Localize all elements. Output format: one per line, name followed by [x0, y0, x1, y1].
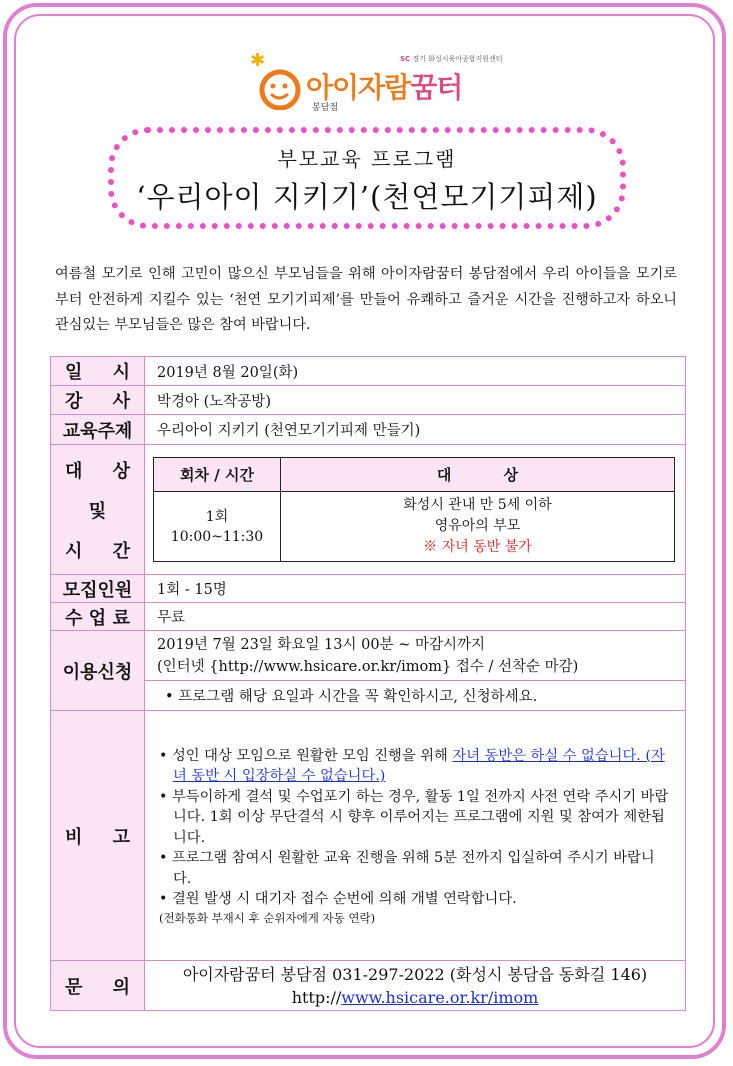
smiley-face-icon	[258, 66, 302, 110]
remarks-footnote: (전화통화 부재시 후 순위자에게 자동 연락)	[159, 910, 376, 925]
contact-label: 문 의	[51, 961, 145, 1011]
capacity-label: 모집인원	[51, 575, 145, 603]
program-info-table	[50, 356, 686, 1011]
logo-branch: 봉담점	[312, 103, 339, 113]
instructor-label: 강 사	[51, 386, 145, 415]
table-row-apply	[51, 631, 686, 681]
no-children-note: ※ 자녀 동반 불가	[423, 539, 532, 555]
table-row-fee	[51, 603, 686, 631]
target-cell	[145, 445, 686, 575]
logo-wordmark: 아이자람꿈터	[306, 71, 463, 104]
fee-value: 무료	[145, 603, 686, 631]
intro-paragraph: 여름철 모기로 인해 고민이 많으신 부모님들을 위해 아이자람꿈터 봉담점에서 우리 아이들을 모기로부터 안전하게 지킬수 있는 ‘천연 모기기피제’를 만들어 유쾌하고 즐거운 시간을 진행하고자 하오니 관심있는 부모님들은 많은 참여 바랍니다.	[55, 266, 677, 333]
instructor-value: 박경아 (노작공방)	[145, 386, 686, 415]
capacity-value: 1회 - 15명	[145, 575, 686, 603]
website-link[interactable]: www.hsicare.or.kr/imom	[341, 987, 539, 1007]
table-row-topic	[51, 415, 686, 445]
session-time: 1회 10:00~11:30	[154, 492, 281, 562]
audience-detail: 화성시 관내 만 5세 이하 영유아의 부모 ※ 자녀 동반 불가	[281, 492, 675, 562]
brand-logo	[250, 50, 503, 120]
table-row-capacity	[51, 575, 686, 603]
date-value: 2019년 8월 20일(화)	[145, 357, 686, 386]
audience-header: 대 상	[281, 458, 675, 492]
list-item: • 부득이하게 결석 및 수업포기 하는 경우, 활동 1일 전까지 사전 연락 주시기 바랍니다. 1회 이상 무단결석 시 향후 이루어지는 프로그램에 지원 및 참여가 제한됩니다.	[159, 787, 671, 849]
list-item: • 결원 발생 시 대기자 접수 순번에 의해 개별 연락합니다.	[159, 889, 671, 910]
program-subtitle: 부모교육 프로그램	[277, 147, 457, 171]
apply-label: 이용신청	[51, 631, 145, 711]
contact-info: 아이자람꿈터 봉담점 031-297-2022 (화성시 봉담읍 동화길 146)	[182, 964, 648, 984]
program-title: ‘우리아이 지키기’(천연모기기피제)	[136, 180, 598, 214]
table-row-remarks	[51, 711, 686, 961]
table-row-contact	[51, 961, 686, 1011]
target-label: 대 상 및 시 간	[51, 445, 145, 575]
remarks-cell	[145, 711, 686, 961]
date-label: 일 시	[51, 357, 145, 386]
list-item: • 프로그램 참여시 원활한 교육 진행을 위해 5분 전까지 입실하여 주시기 바랍니다.	[159, 848, 671, 889]
title-box	[108, 127, 626, 229]
apply-note: • 프로그램 해당 요일과 시간을 꼭 확인하시고, 신청하세요.	[145, 681, 686, 711]
table-row-date	[51, 357, 686, 386]
topic-value: 우리아이 지키기 (천연모기기피제 만들기)	[145, 415, 686, 445]
session-header: 회차 / 시간	[154, 458, 281, 492]
table-row-target	[51, 445, 686, 575]
remarks-label: 비 고	[51, 711, 145, 961]
remarks-list	[145, 746, 685, 910]
list-item: • 성인 대상 모임으로 원활한 모임 진행을 위해 자녀 동반은 하실 수 없습니다. (자녀 동반 시 입장하실 수 없습니다.)	[159, 746, 671, 787]
topic-label: 교육주제	[51, 415, 145, 445]
star-icon: ✱	[250, 50, 266, 71]
contact-cell: 아이자람꿈터 봉담점 031-297-2022 (화성시 봉담읍 동화길 146) http://www.hsicare.or.kr/imom	[145, 961, 686, 1011]
table-row-instructor	[51, 386, 686, 415]
fee-label: 수 업 료	[51, 603, 145, 631]
apply-period: 2019년 7월 23일 화요일 13시 00분 ~ 마감시까지 (인터넷 {http://www.hsicare.or.kr/imom} 접수 / 선착순 마감)	[145, 631, 686, 681]
session-table	[153, 457, 675, 562]
table-row-apply-note	[51, 681, 686, 711]
logo-center-name: SC 경기 화성시육아종합지원센터	[400, 55, 503, 63]
